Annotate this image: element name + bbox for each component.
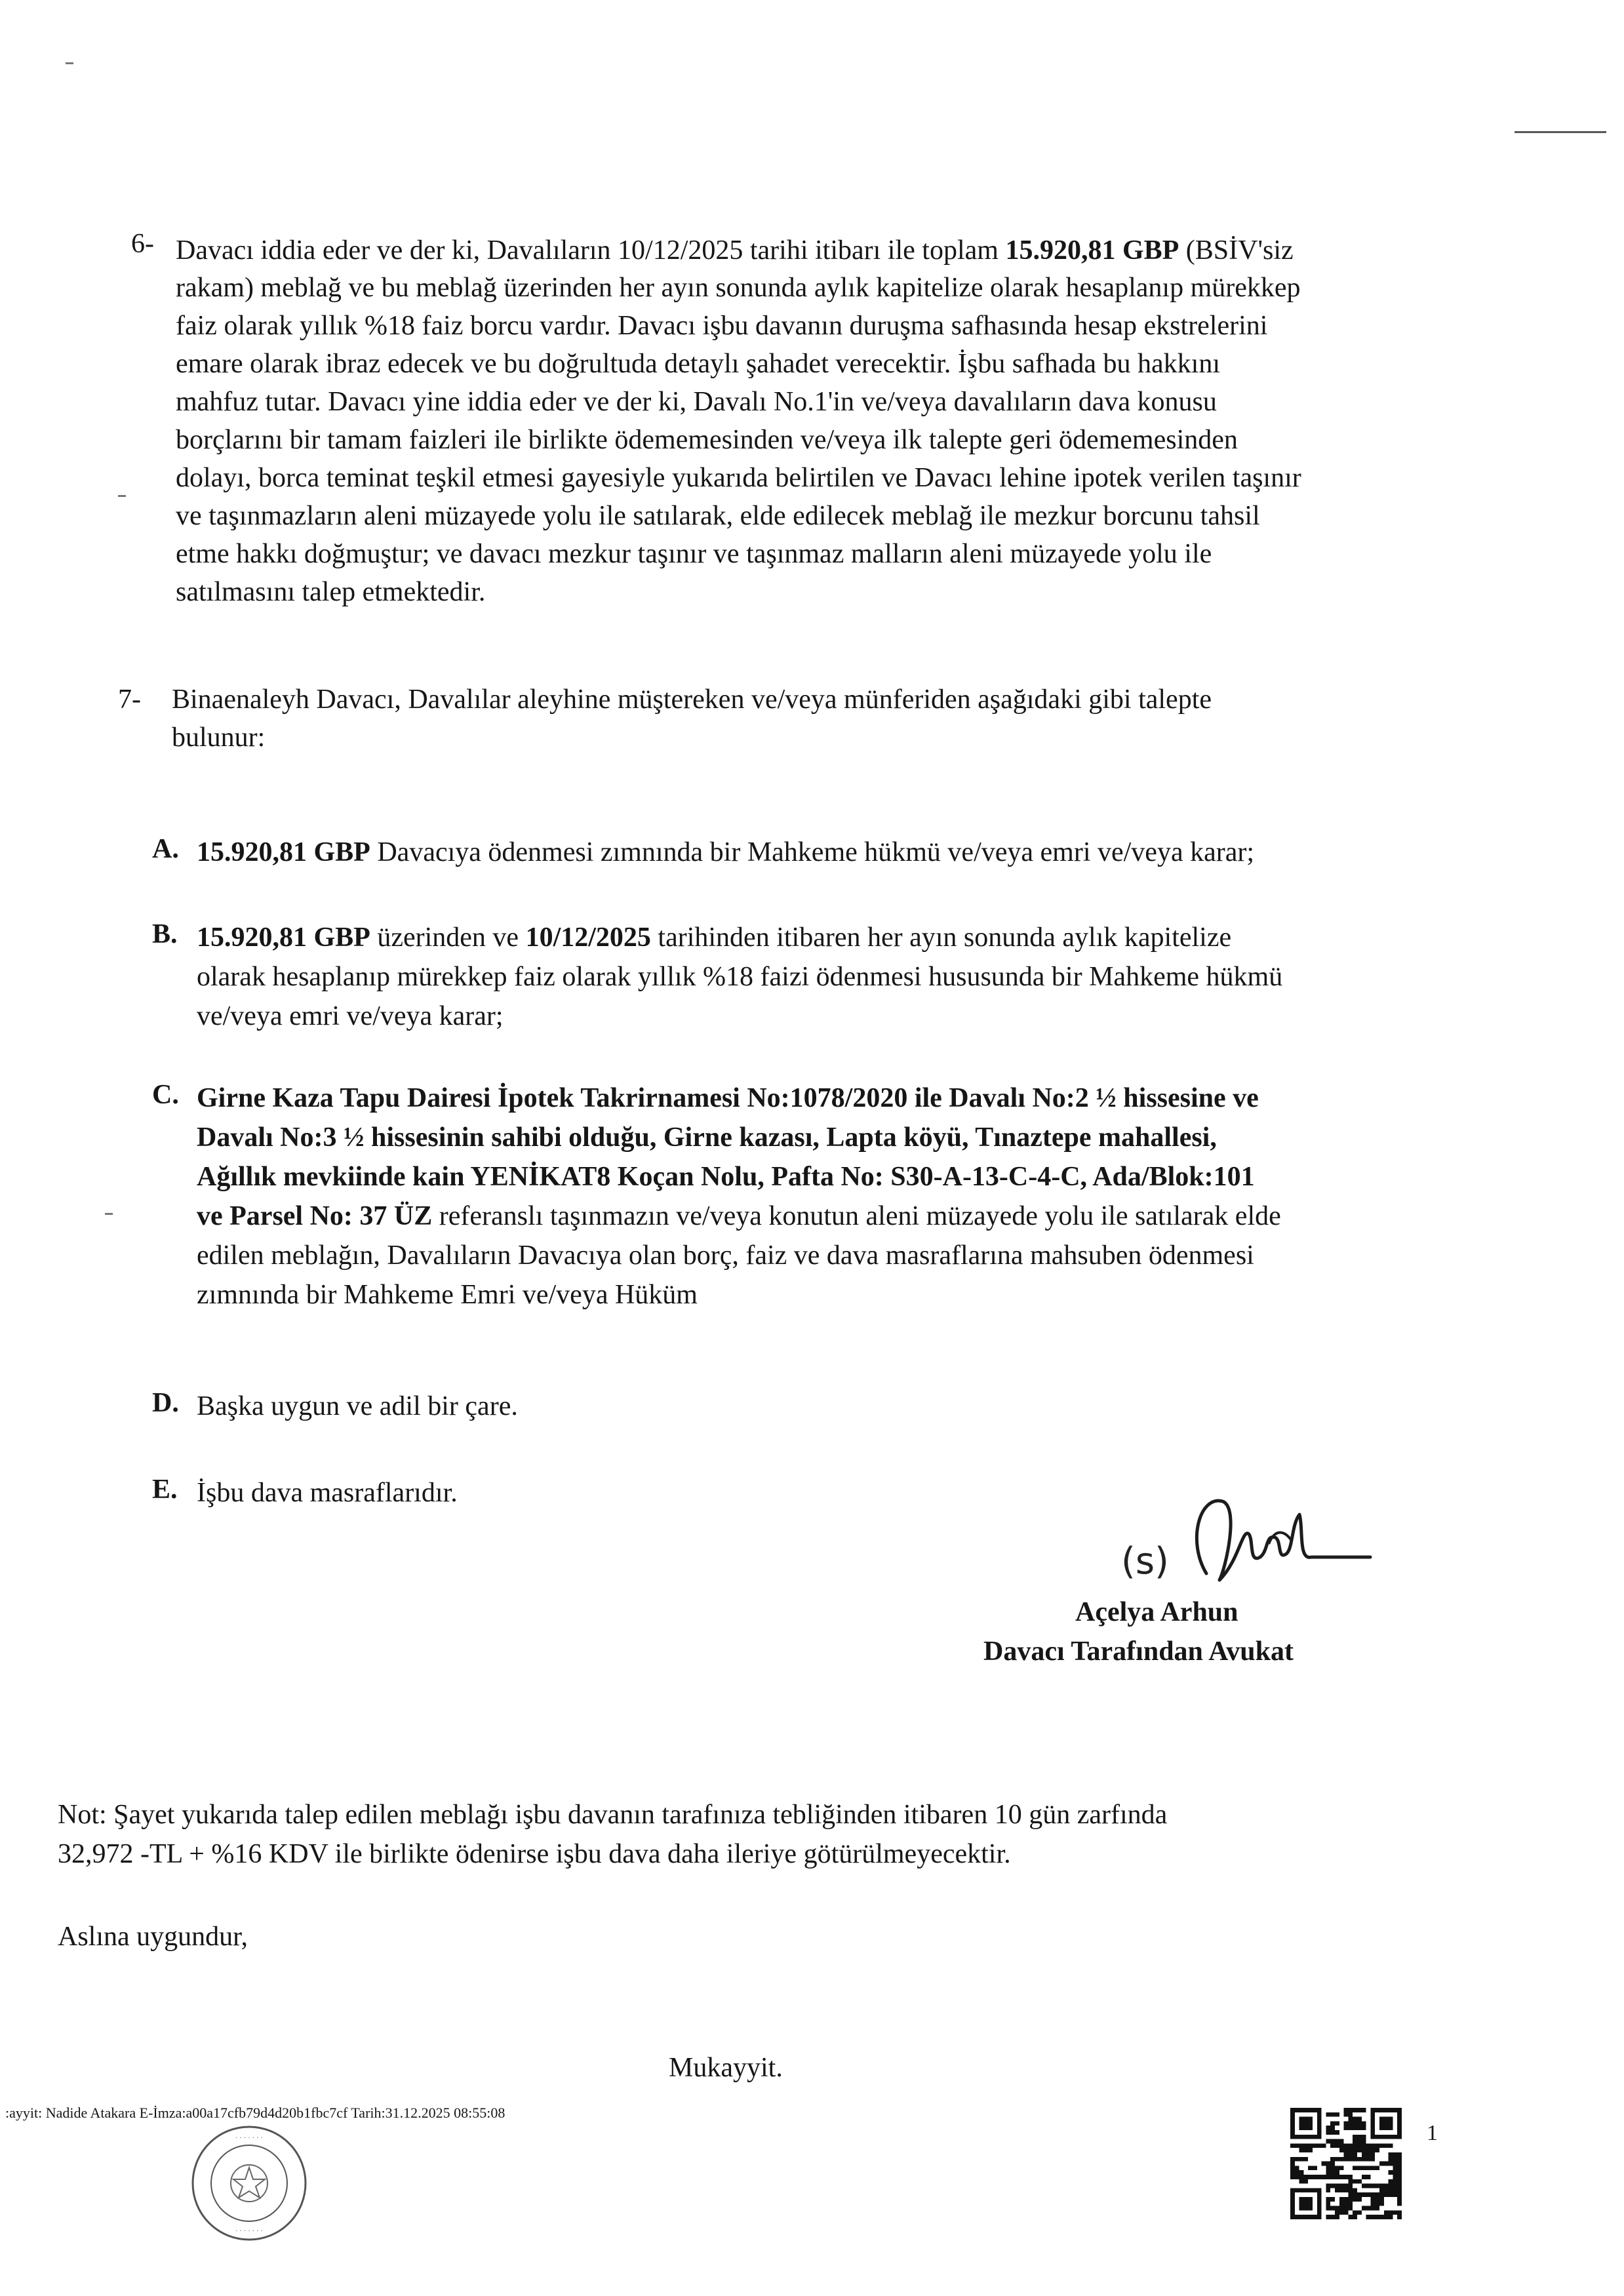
item-c-line: ve Parsel No: 37 ÜZ referanslı taşınmazın ve/veya konutun aleni müzayede yolu ile satılarak elde: [197, 1201, 1281, 1231]
scan-mark-dot: [66, 62, 73, 64]
scan-mark-dot: [105, 1213, 113, 1215]
item-b-line: 15.920,81 GBP üzerinden ve 10/12/2025 tarihinden itibaren her ayın sonunda aylık kapitelize: [197, 922, 1232, 953]
item-c-line: Girne Kaza Tapu Dairesi İpotek Takrirnamesi No:1078/2020 ile Davalı No:2 ½ hissesine ve: [197, 1083, 1259, 1113]
item-b-line: olarak hesaplanıp mürekkep faiz olarak yıllık %18 faizi ödenmesi hususunda bir Mahkeme hükmü: [197, 962, 1283, 992]
paragraph-6-line: dolayı, borca teminat teşkil etmesi gayesiyle yukarıda belirtilen ve Davacı lehine ipotek verilen taşınır: [176, 463, 1301, 493]
signatory-role: Davacı Tarafından Avukat: [983, 1636, 1294, 1667]
note-line: 32,972 -TL + %16 KDV ile birlikte ödenirse işbu dava daha ileriye götürülmeyecektir.: [58, 1839, 1011, 1869]
paragraph-6-line: Davacı iddia eder ve der ki, Davalıların 10/12/2025 tarihi itibarı ile toplam 15.920,81 GBP (BSİV'siz: [176, 235, 1294, 266]
court-seal: [190, 2124, 308, 2242]
paragraph-6-number: 6-: [131, 229, 154, 259]
svg-text:· · · · · · ·: · · · · · · ·: [235, 2228, 263, 2235]
item-a-letter: A.: [152, 834, 179, 864]
paragraph-6-line: faiz olarak yıllık %18 faiz borcu vardır. Davacı işbu davanın duruşma safhasında hesap ekstrelerini: [176, 311, 1268, 341]
item-a-text: 15.920,81 GBP Davacıya ödenmesi zımnında bir Mahkeme hükmü ve/veya emri ve/veya karar;: [197, 837, 1255, 867]
qr-code: [1290, 2108, 1402, 2219]
item-c-letter: C.: [152, 1080, 179, 1110]
registrar-label: Mukayyit.: [669, 2053, 783, 2083]
item-b-letter: B.: [152, 919, 178, 949]
item-e-text: İşbu dava masraflarıdır.: [197, 1478, 458, 1508]
page-number: 1: [1427, 2121, 1438, 2145]
paragraph-7-line: bulunur:: [172, 722, 266, 753]
paragraph-6-line: ve taşınmazların aleni müzayede yolu ile satılarak, elde edilecek meblağ ile mezkur borcunu tahsil: [176, 501, 1260, 531]
certified-true-copy: Aslına uygundur,: [58, 1922, 248, 1952]
item-e-letter: E.: [152, 1475, 178, 1505]
paragraph-6-line: mahfuz tutar. Davacı yine iddia eder ve der ki, Davalı No.1'in ve/veya davalıların dava konusu: [176, 387, 1217, 417]
svg-text:(s): (s): [1121, 1540, 1169, 1583]
paragraph-7-line: Binaenaleyh Davacı, Davalılar aleyhine müştereken ve/veya münferiden aşağıdaki gibi talepte: [172, 684, 1212, 715]
item-d-letter: D.: [152, 1388, 179, 1418]
scan-mark-line: [1515, 131, 1606, 133]
item-d-text: Başka uygun ve adil bir çare.: [197, 1391, 518, 1421]
paragraph-6-line: rakam) meblağ ve bu meblağ üzerinden her ayın sonunda aylık kapitelize olarak hesaplanıp mürekkep: [176, 273, 1301, 303]
item-c-line: Ağıllık mevkiinde kain YENİKAT8 Koçan Nolu, Pafta No: S30-A-13-C-4-C, Ada/Blok:101: [197, 1162, 1255, 1192]
paragraph-7-number: 7-: [118, 684, 141, 715]
note-paragraph: [58, 1795, 1369, 1874]
paragraph-6-line: satılmasını talep etmektedir.: [176, 577, 486, 607]
scan-mark-dot: [118, 495, 126, 497]
e-signature-line: :ayyit: Nadide Atakara E-İmza:a00a17cfb79d4d20b1fbc7cf Tarih:31.12.2025 08:55:08: [5, 2105, 505, 2121]
signatory-name: Açelya Arhun: [1075, 1597, 1238, 1627]
item-c-line: zımnında bir Mahkeme Emri ve/veya Hüküm: [197, 1280, 698, 1310]
item-c-line: edilen meblağın, Davalıların Davacıya olan borç, faiz ve dava masraflarına mahsuben ödenmesi: [197, 1240, 1254, 1271]
paragraph-6-line: etme hakkı doğmuştur; ve davacı mezkur taşınır ve taşınmaz malların aleni müzayede yolu ile: [176, 539, 1212, 569]
note-line: Not: Şayet yukarıda talep edilen meblağı işbu davanın tarafınıza tebliğinden itibaren 10 gün zarfında: [58, 1800, 1168, 1830]
item-b-line: ve/veya emri ve/veya karar;: [197, 1001, 504, 1031]
svg-text:· · · · · · ·: · · · · · · ·: [235, 2135, 263, 2142]
handwritten-signature: [1108, 1488, 1383, 1593]
paragraph-6-line: emare olarak ibraz edecek ve bu doğrultuda detaylı şahadet verecektir. İşbu safhada bu hakkını: [176, 349, 1220, 379]
paragraph-6-line: borçlarını bir tamam faizleri ile birlikte ödememesinden ve/veya ilk talepte geri ödememesinden: [176, 425, 1238, 455]
item-c-line: Davalı No:3 ½ hissesinin sahibi olduğu, Girne kazası, Lapta köyü, Tınaztepe mahallesi,: [197, 1122, 1217, 1153]
